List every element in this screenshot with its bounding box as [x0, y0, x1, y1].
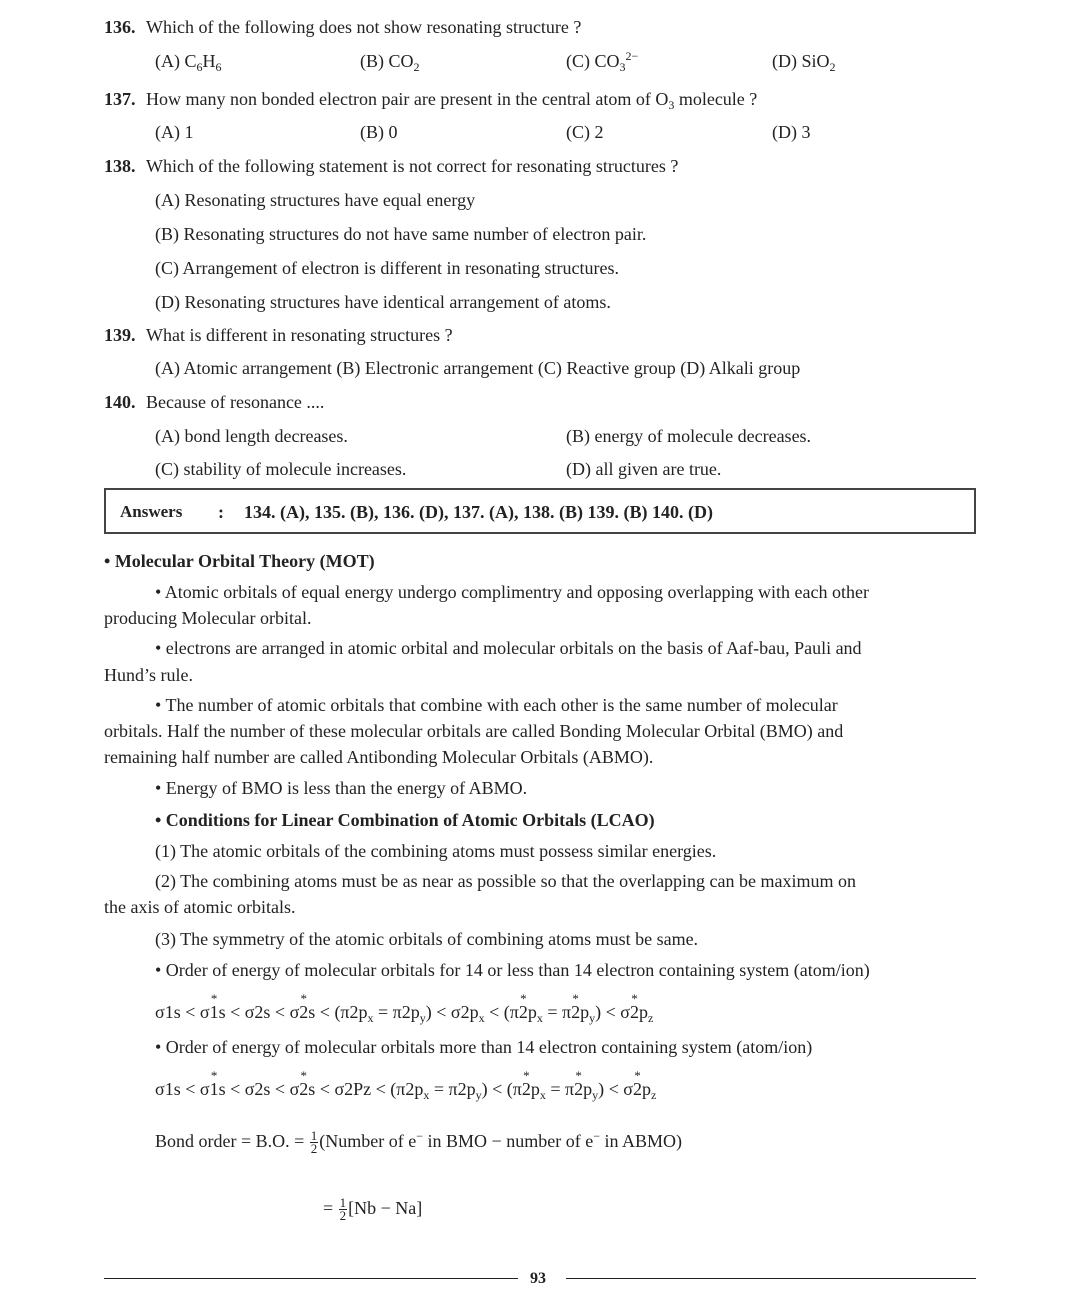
- paragraph-line: • The number of atomic orbitals that combine with each other is the same number of molecular: [155, 695, 838, 715]
- answers-label: Answers: [120, 502, 183, 521]
- fraction-half: $\frac{1}{2}$: [310, 1128, 318, 1157]
- order-heading-2: • Order of energy of molecular orbitals more than 14 electron containing system (atom/ion): [155, 1037, 813, 1057]
- option-c: (C) $CO_3^{2-}$: [566, 49, 639, 74]
- energy-order-equation-1: σ1s < σ* 1s < σ2s < σ* $2s < (\pi 2p_x = \pi 2p_y) < \sigma 2p_x < (\pi*$ $2p_x = \pi*$ $2p_y) < \sigma*$ $2p_z$: [155, 1001, 653, 1023]
- bond-order-simplified: = $\frac{1}{2}$ [Nb − Na]: [323, 1195, 423, 1224]
- energy-order-equation-2: σ1s < σ* 1s < σ2s < σ* $2s < \sigma 2Pz < (\pi 2p_x = \pi 2p_y) < (\pi*$ $2p_x = \pi*$ $2p_y) < \sigma*$ $2p_z$: [155, 1078, 656, 1100]
- question-text: Which of the following does not show resonating structure ?: [146, 17, 582, 37]
- option-c: (C) stability of molecule increases.: [155, 459, 407, 479]
- option-d: (D) all given are true.: [566, 459, 722, 479]
- paragraph-line: orbitals. Half the number of these molecular orbitals are called Bonding Molecular Orbital (BMO) and: [104, 721, 844, 741]
- question-text: Which of the following statement is not correct for resonating structures ?: [146, 156, 679, 176]
- paragraph-line: • Energy of BMO is less than the energy of ABMO.: [155, 778, 528, 798]
- fraction-half: $\frac{1}{2}$: [339, 1195, 347, 1224]
- option-d: (D) SiO$_2$: [772, 51, 836, 74]
- footer-rule-left: [104, 1278, 518, 1279]
- answers-box: [104, 488, 976, 534]
- options-line: (A) Atomic arrangement (B) Electronic arrangement (C) Reactive group (D) Alkali group: [155, 358, 801, 378]
- option-c: (C) 2: [566, 122, 604, 142]
- bond-order-equation: Bond order = B.O. = $\frac{1}{2}$ (Number of e− in BMO − number of e− in ABMO): [155, 1128, 682, 1157]
- option-b: (B) Resonating structures do not have same number of electron pair.: [155, 224, 647, 244]
- option-a: (A) 1: [155, 122, 194, 142]
- question-number: 139.: [104, 325, 136, 345]
- question-text: What is different in resonating structures ?: [146, 325, 453, 345]
- question-text: How many non bonded electron pair are present in the central atom of $O_3$ molecule ?: [146, 89, 758, 112]
- question-139: [104, 324, 453, 346]
- answers-separator: :: [218, 502, 224, 522]
- option-b: (B) 0: [360, 122, 398, 142]
- question-137: [104, 88, 757, 110]
- option-a: (A) Resonating structures have equal energy: [155, 190, 476, 210]
- question-136: [104, 16, 581, 38]
- condition-2: (2) The combining atoms must be as near as possible so that the overlapping can be maximum on: [155, 871, 857, 891]
- answers-text: 134. (A), 135. (B), 136. (D), 137. (A), 138. (B) 139. (B) 140. (D): [244, 502, 713, 522]
- paragraph-line: • Atomic orbitals of equal energy undergo complimentry and opposing overlapping with each other: [155, 582, 869, 602]
- condition-1: (1) The atomic orbitals of the combining atoms must possess similar energies.: [155, 841, 717, 861]
- question-number: 138.: [104, 156, 136, 176]
- option-a: (A) bond length decreases.: [155, 426, 348, 446]
- option-c: (C) Arrangement of electron is different in resonating structures.: [155, 258, 620, 278]
- question-text: Because of resonance ....: [146, 392, 325, 412]
- paragraph-line: Hund’s rule.: [104, 665, 193, 685]
- question-140: [104, 391, 324, 413]
- page-number: 93: [530, 1270, 546, 1287]
- paragraph-line: remaining half number are called Antibonding Molecular Orbitals (ABMO).: [104, 747, 654, 767]
- section-heading: • Molecular Orbital Theory (MOT): [104, 551, 375, 571]
- paragraph-line: • electrons are arranged in atomic orbital and molecular orbitals on the basis of Aaf-bau, Pauli and: [155, 638, 862, 658]
- order-heading-1: • Order of energy of molecular orbitals for 14 or less than 14 electron containing system (atom/ion): [155, 960, 870, 980]
- question-number: 140.: [104, 392, 136, 412]
- option-d: (D) Resonating structures have identical arrangement of atoms.: [155, 292, 611, 312]
- question-138: [104, 155, 678, 177]
- question-number: 136.: [104, 17, 136, 37]
- option-b: (B) $CO_2$: [360, 51, 420, 74]
- option-a: (A) $C_6H_6$: [155, 51, 222, 74]
- paragraph-line: producing Molecular orbital.: [104, 608, 312, 628]
- option-d: (D) 3: [772, 122, 811, 142]
- question-number: 137.: [104, 89, 136, 109]
- lcao-heading: • Conditions for Linear Combination of Atomic Orbitals (LCAO): [155, 810, 655, 830]
- option-b: (B) energy of molecule decreases.: [566, 426, 812, 446]
- footer-rule-right: [566, 1278, 976, 1279]
- condition-2-cont: the axis of atomic orbitals.: [104, 897, 296, 917]
- condition-3: (3) The symmetry of the atomic orbitals of combining atoms must be same.: [155, 929, 699, 949]
